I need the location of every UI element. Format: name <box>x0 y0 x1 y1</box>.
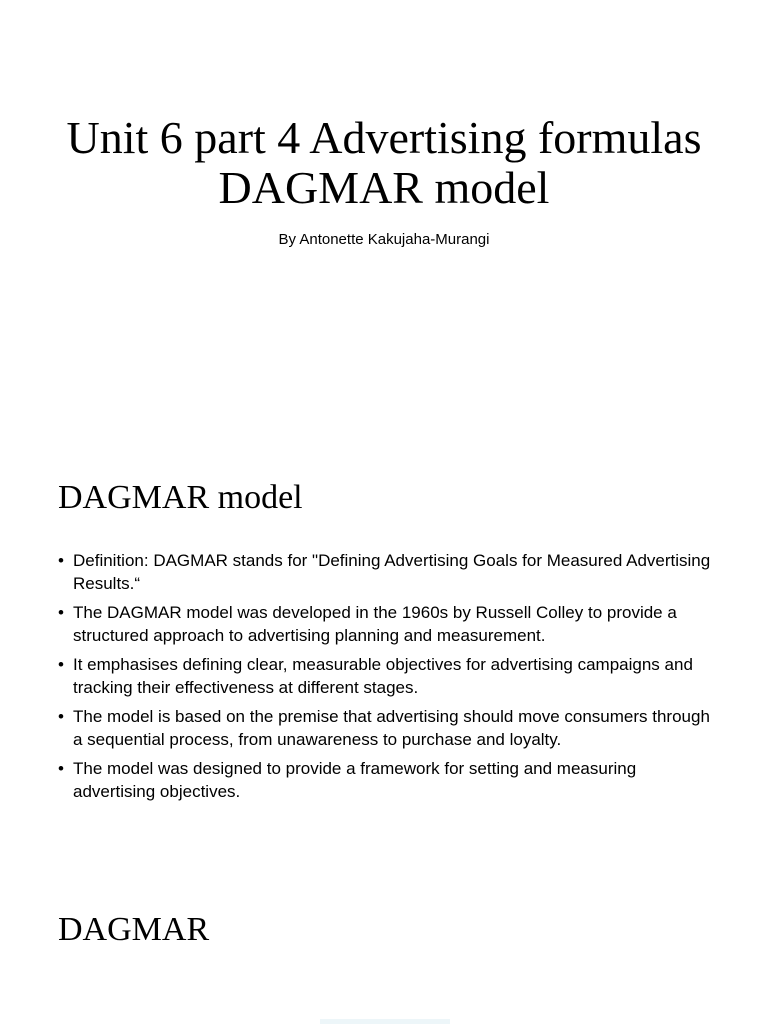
bullet-list <box>58 549 718 809</box>
bullet-item <box>58 705 718 751</box>
bullet-dot: • <box>58 707 64 726</box>
bullet-item <box>58 653 718 699</box>
slide-title <box>0 0 768 440</box>
slide-heading: DAGMAR model <box>58 479 303 516</box>
bullet-item <box>58 757 718 803</box>
bullet-text: It emphasises defining clear, measurable objectives for advertising campaigns and tracking their effectiveness at different stages. <box>73 655 693 697</box>
bullet-text: Definition: DAGMAR stands for "Defining Advertising Goals for Measured Advertising Results.“ <box>73 551 711 593</box>
author-subtitle: By Antonette Kakujaha-Murangi <box>278 231 490 248</box>
partial-graphic <box>320 1019 450 1024</box>
bullet-dot: • <box>58 603 64 622</box>
bullet-dot: • <box>58 759 64 778</box>
bullet-text: The model is based on the premise that advertising should move consumers through a sequential process, from unawareness to purchase and loyalty. <box>73 707 710 749</box>
slide-dagmar <box>0 875 768 1024</box>
presentation-title: Unit 6 part 4 Advertising formulas DAGMAR model <box>66 112 702 213</box>
bullet-text: The DAGMAR model was developed in the 1960s by Russell Colley to provide a structured approach to advertising planning and measurement. <box>73 603 677 645</box>
bullet-dot: • <box>58 551 64 570</box>
slide-dagmar-model <box>0 440 768 875</box>
slide-heading: DAGMAR <box>58 911 210 948</box>
bullet-dot: • <box>58 655 64 674</box>
bullet-item <box>58 601 718 647</box>
bullet-item <box>58 549 718 595</box>
bullet-text: The model was designed to provide a framework for setting and measuring advertising objectives. <box>73 759 637 801</box>
